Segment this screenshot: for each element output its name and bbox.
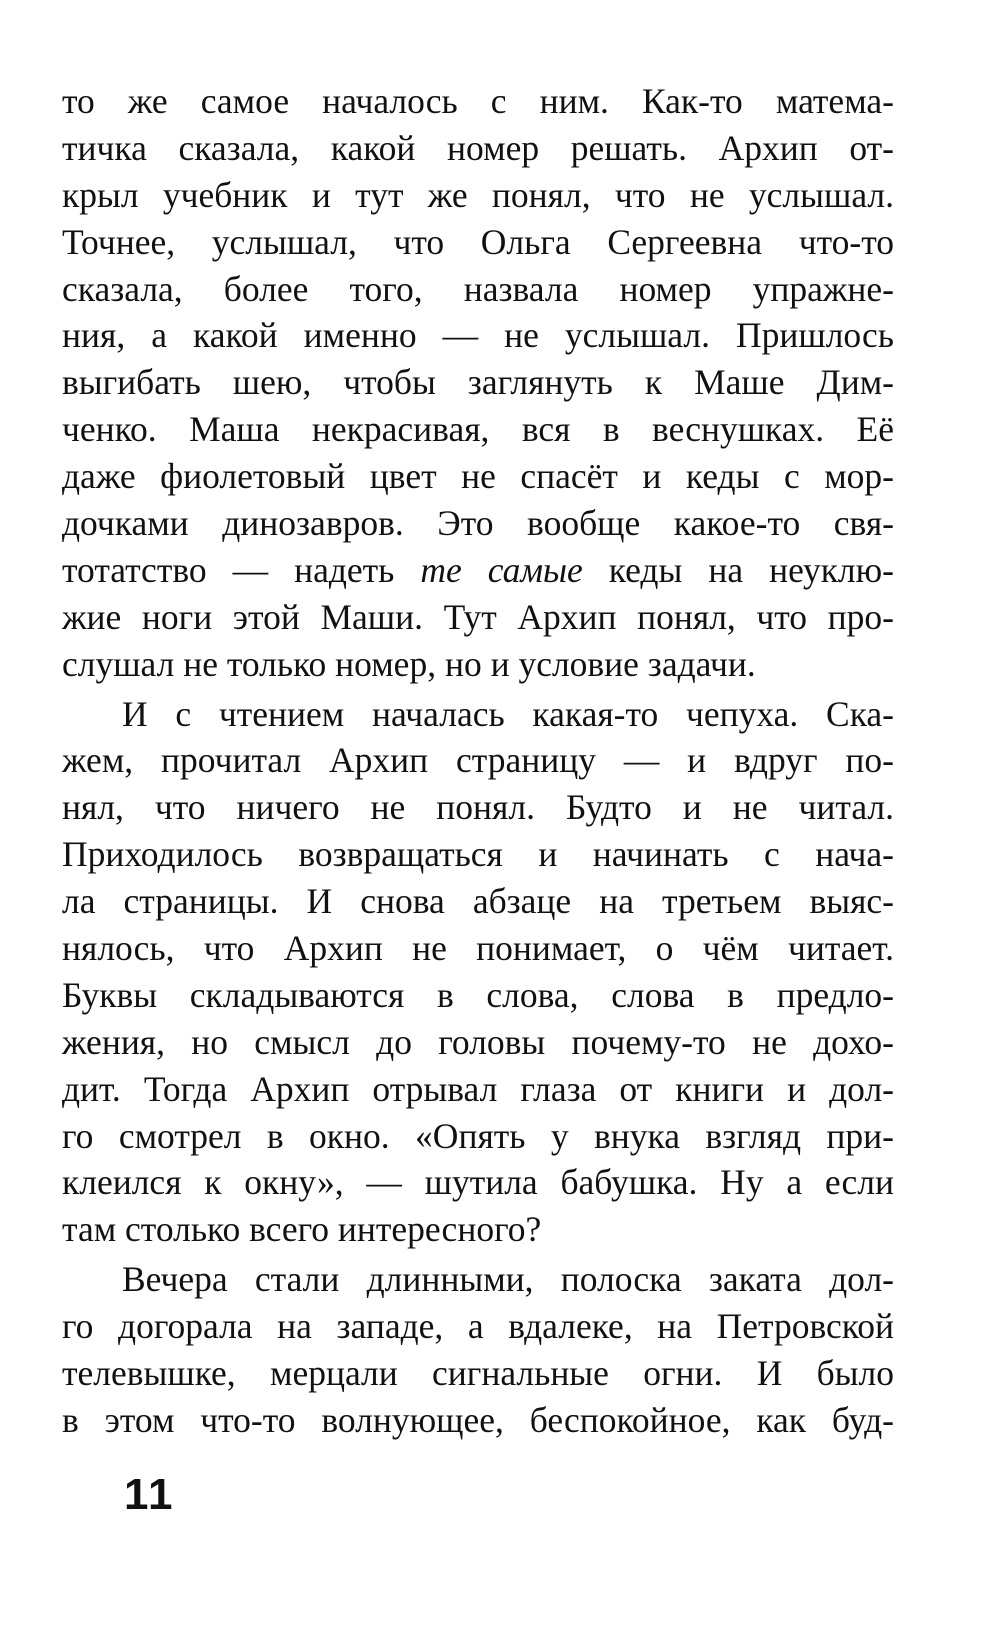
text-line: И с чтением началась какая-то чепуха. Ска- <box>122 693 894 734</box>
text-line: ния, а какой именно — не услышал. Пришлось <box>62 315 894 356</box>
text-line-with-emphasis <box>62 547 894 594</box>
text-segment: тотатство — надеть <box>62 549 421 590</box>
text-line: Буквы складываются в слова, слова в предло- <box>62 974 894 1015</box>
text-line: выгибать шею, чтобы заглянуть к Маше Дим- <box>62 362 894 403</box>
text-line: там столько всего интересного? <box>62 1209 542 1250</box>
text-line: тичка сказала, какой номер решать. Архип от- <box>62 127 894 168</box>
text-line: в этом что-то волнующее, беспокойное, как буд- <box>62 1399 894 1440</box>
text-line: ла страницы. И снова абзаце на третьем выяс- <box>62 881 894 922</box>
text-line: го догорала на западе, а вдалеке, на Петровской <box>62 1306 894 1347</box>
text-line: Приходилось возвращаться и начинать с нача- <box>62 834 894 875</box>
text-line: даже фиолетовый цвет не спасёт и кеды с мор- <box>62 456 894 497</box>
text-line: сказала, более того, назвала номер упражне- <box>62 268 894 309</box>
text-line: нял, что ничего не понял. Будто и не читал. <box>62 787 894 828</box>
page-number: 11 <box>124 1470 175 1519</box>
text-line: то же самое началось с ним. Как-то матема- <box>62 81 894 121</box>
text-line: дит. Тогда Архип отрывал глаза от книги и дол- <box>62 1068 894 1109</box>
text-line: жения, но смысл до головы почему-то не дохо- <box>62 1021 894 1062</box>
text-line: го смотрел в окно. «Опять у внука взгляд при- <box>62 1115 894 1156</box>
text-line: крыл учебник и тут же понял, что не услышал. <box>62 174 894 215</box>
emphasis-text: те самые <box>420 549 583 590</box>
text-line: слушал не только номер, но и условие задачи. <box>62 643 756 684</box>
text-line: жие ноги этой Маши. Тут Архип понял, что про- <box>62 596 894 637</box>
body-text <box>62 78 894 1444</box>
text-line: Вечера стали длинными, полоска заката дол- <box>122 1259 894 1300</box>
text-line: жем, прочитал Архип страницу — и вдруг по- <box>62 740 894 781</box>
text-line: клеился к окну», — шутила бабушка. Ну а если <box>62 1162 894 1203</box>
text-line: дочками динозавров. Это вообще какое-то свя- <box>62 503 894 544</box>
text-line: телевышке, мерцали сигнальные огни. И было <box>62 1353 894 1394</box>
text-line: нялось, что Архип не понимает, о чём читает. <box>62 928 894 969</box>
text-line: Точнее, услышал, что Ольга Сергеевна что-то <box>62 221 894 262</box>
text-line: ченко. Маша некрасивая, вся в веснушках. Её <box>62 409 894 450</box>
text-segment: кеды на неуклю- <box>582 549 894 590</box>
